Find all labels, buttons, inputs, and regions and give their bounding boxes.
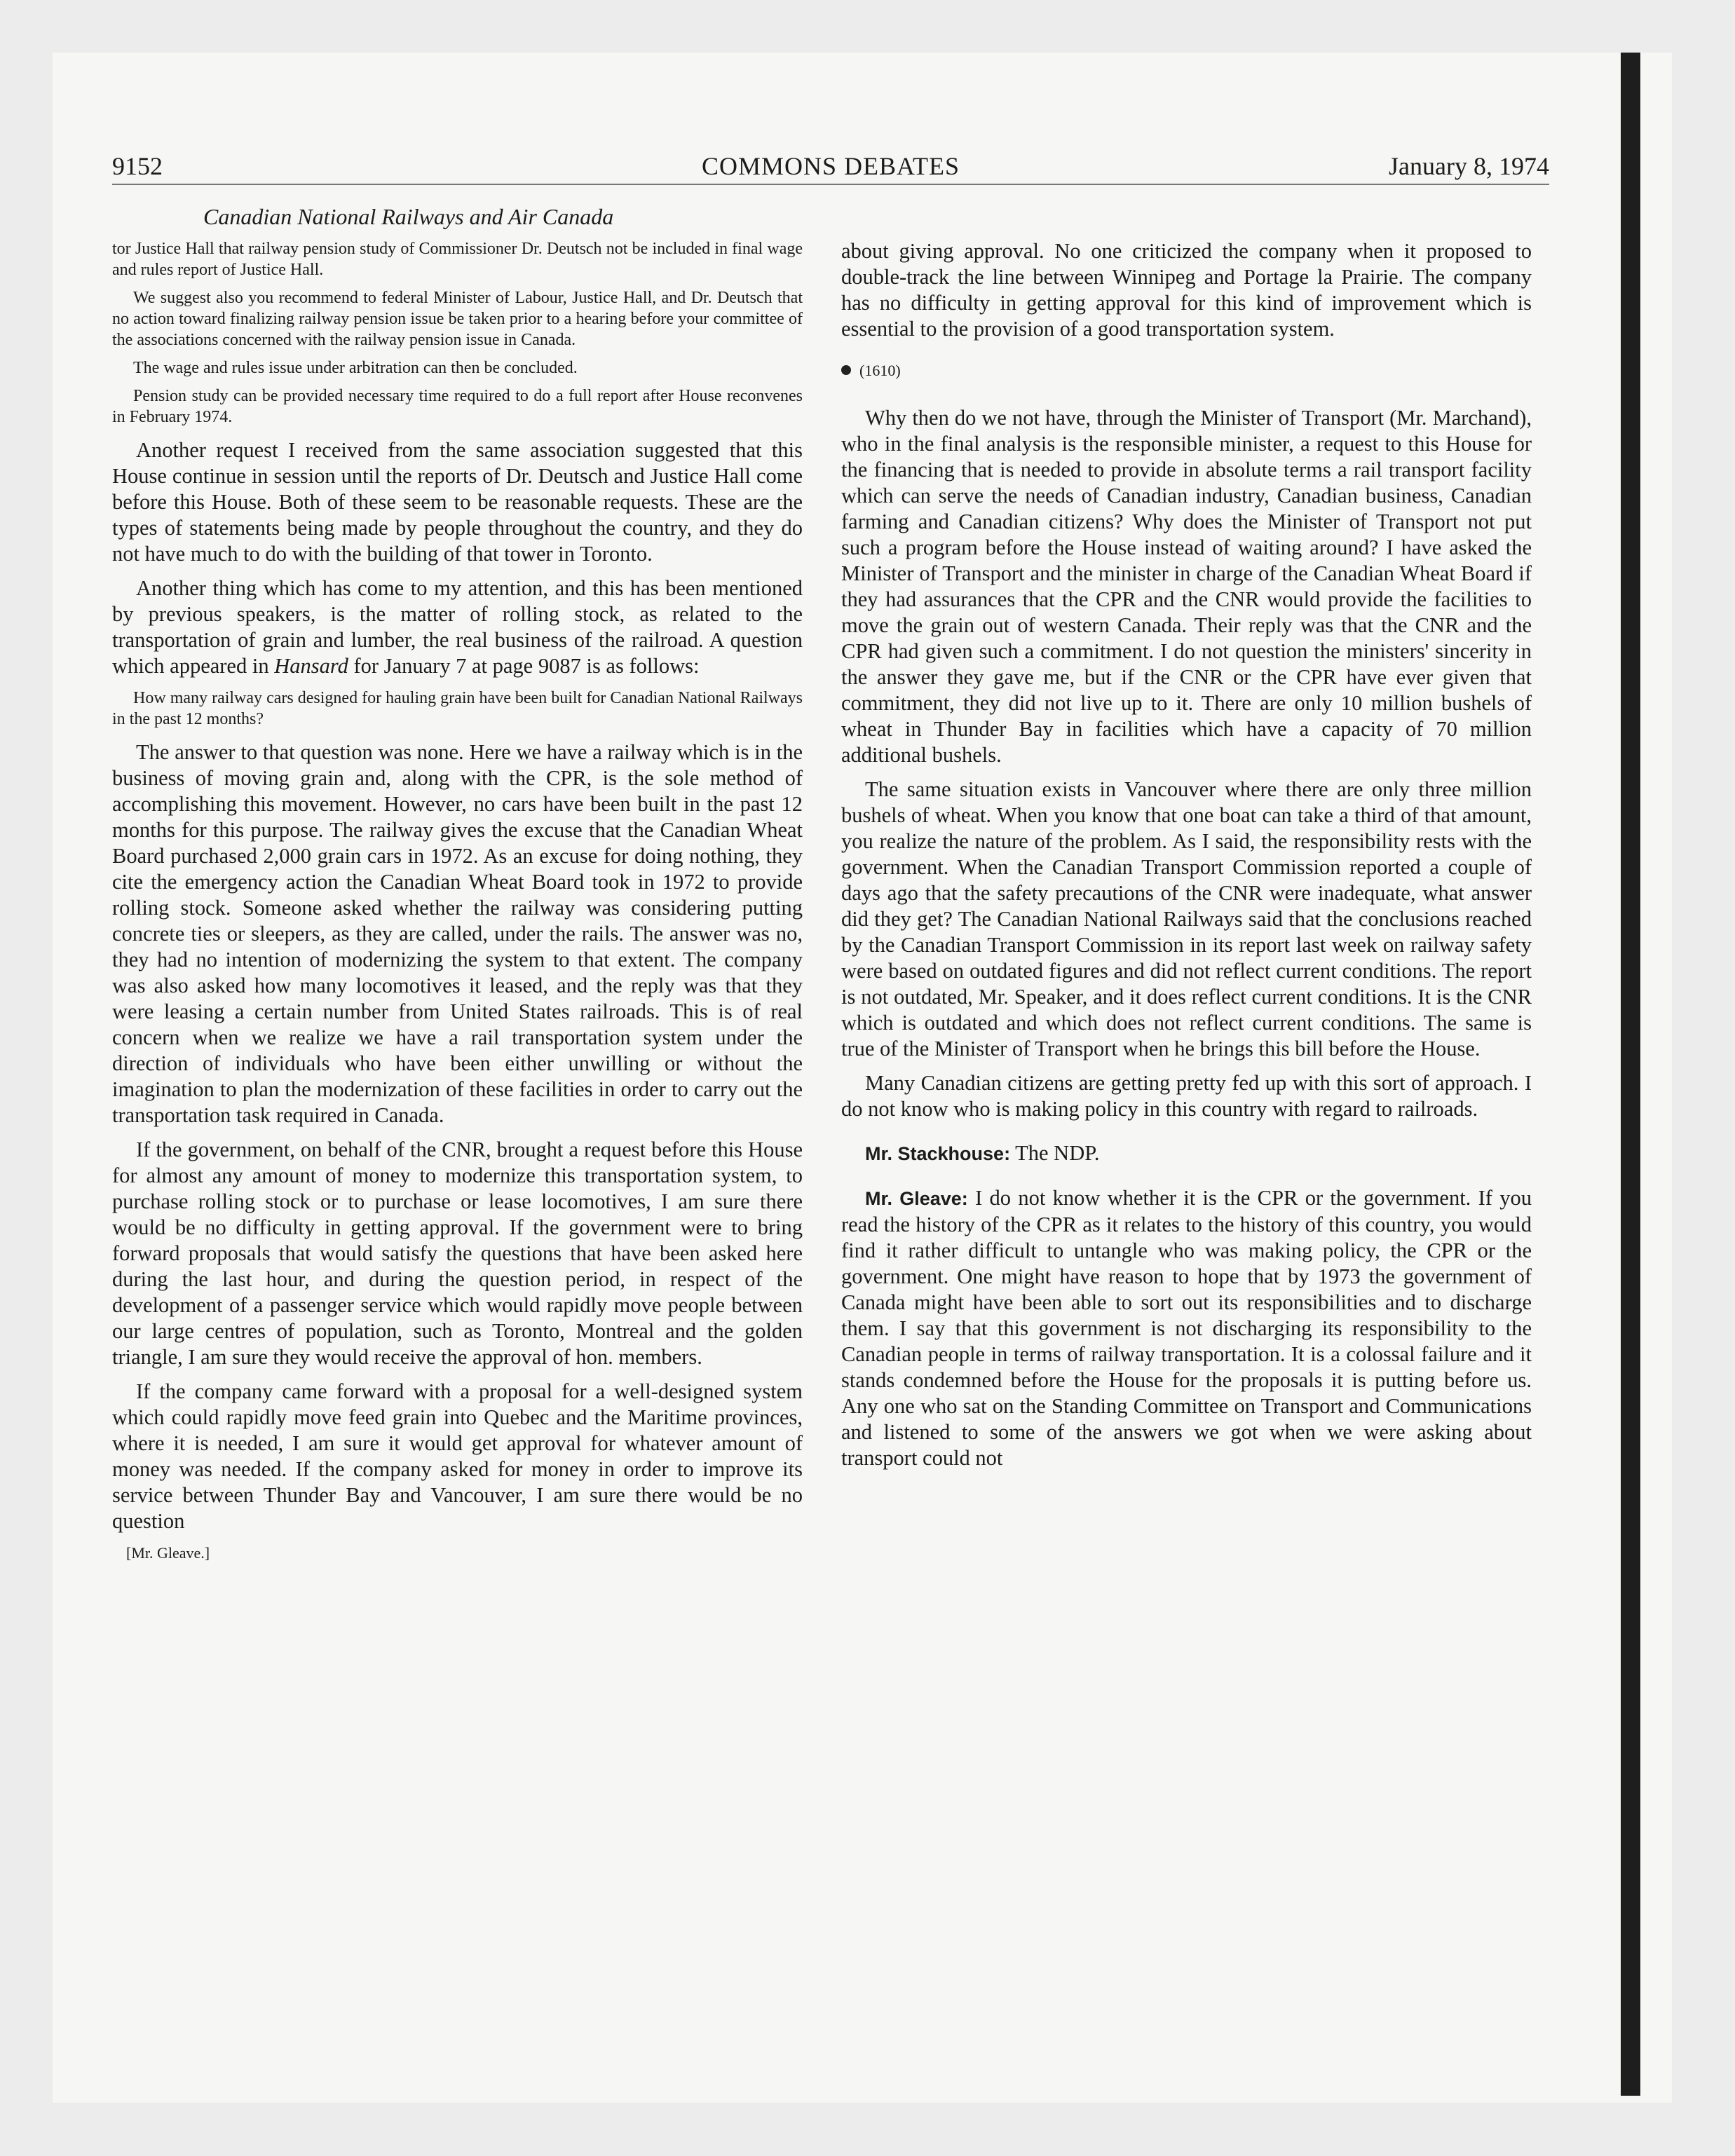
quote-paragraph: The wage and rules issue under arbitration can then be concluded. [133,359,578,377]
scan-edge-bar [1621,53,1640,2096]
body-paragraph: Another request I received from the same association suggested that this House continue in session until the reports of Dr. Deutsch and Justice Hall come before this House. Both of these seem to be reasonable requests. These are the types of statements being made by people throughout the country, and they do not have much to do with the building of that tower in Toronto. [112,438,803,566]
page-header [112,149,1549,184]
speech-paragraph [841,1185,1532,1471]
speech-text: I do not know whether it is the CPR or the government. If you read the history of the CPR as it relates to the history of this country, you would find it rather difficult to untangle who was making policy, the CPR or the government. One might have reason to hope that by 1973 the government of Canada might have been able to sort out its responsibilities and to discharge them. I say that this government is not discharging its responsibility to the Canadian people in terms of railway transportation. It is a colossal failure and it stands condemned before the House for the proposals it is putting before us. Any one who sat on the Standing Committee on Transport and Communications and listened to some of the answers we got when we were asking about transport could not [841,1186,1532,1470]
body-paragraph: If the government, on behalf of the CNR, brought a request before this House for almost any amount of money to modernize this transportation system, to purchase rolling stock or to purchase or lease locomotives, I am sure there would be no difficulty in getting approval. If the government were to bring forward proposals that would satisfy the questions that have been asked here during the last hour, and during the question period, in respect of the development of a passenger service which would rapidly move people between our large centres of population, such as Toronto, Montreal and the golden triangle, I am sure they would receive the approval of hon. members. [112,1138,803,1369]
body-paragraph: Why then do we not have, through the Minister of Transport (Mr. Marchand), who in the final analysis is the responsible minister, a request to this House for the financing that is needed to provide in absolute terms a rail transport facility which can serve the needs of Canadian industry, Canadian business, Canadian farming and Canadian citizens? Why does the Minister of Transport not put such a program before the House instead of waiting around? I have asked the Minister of Transport and the minister in charge of the Canadian Wheat Board if they had assurances that the CPR and the CNR would provide the facilities to move the grain out of western Canada. Their reply was that the CNR and the CPR had given such a commitment. I do not question the ministers' sincerity in the answer they gave me, but if the CNR or the CPR have ever given that commitment, they did not live up to it. There are only 10 million bushels of wheat in Thunder Bay in facilities which have a capacity of 70 million additional bushels. [841,406,1532,767]
speaker-name: Mr. Stackhouse: [865,1143,1011,1164]
quote-paragraph: tor Justice Hall that railway pension study of Commissioner Dr. Deutsch not be included in final wage and rules report of Justice Hall. [112,240,803,279]
speaker-footnote: [Mr. Gleave.] [126,1544,210,1562]
right-body-text-continued [841,405,1532,1471]
publication-title: COMMONS DEBATES [701,152,960,180]
left-column [112,202,803,1564]
question-quote [112,688,803,730]
hansard-text-before: Another thing which has come to my attention, and this has been mentioned by previous speakers, is the matter of rolling stock, as related to the transportation of grain and lumber, the real business of the railroad. A question which appeared in [112,576,803,678]
right-body-text [841,238,1532,342]
question-quote-text: How many railway cars designed for hauling grain have been built for Canadian National Railways in the past 12 months? [112,689,803,728]
body-paragraph: If the company came forward with a proposal for a well-designed system which could rapidly move feed grain into Quebec and the Maritime provinces, where it is needed, I am sure it would get approval for whatever amount of money was needed. If the company asked for money in order to improve its service between Thunder Bay and Vancouver, I am sure there would be no question [112,1379,803,1533]
telegram-quote-block [112,238,803,428]
left-body-text-continued [112,739,803,1534]
interjection-paragraph [841,1140,1532,1167]
time-marker-text: (1610) [859,362,901,379]
bullet-icon [841,365,851,375]
quote-paragraph: We suggest also you recommend to federal Minister of Labour, Justice Hall, and Dr. Deutsch that no action toward finalizing railway pension issue be taken prior to a hearing before your committee of the associations concerned with the railway pension issue in Canada. [112,289,803,349]
hansard-text-after: for January 7 at page 9087 is as follows: [348,654,700,678]
quote-paragraph: Pension study can be provided necessary time required to do a full report after House reconvenes in February 1974. [112,387,803,426]
body-paragraph: Many Canadian citizens are getting pretty fed up with this sort of approach. I do not know who is making policy in this country with regard to railroads. [841,1071,1532,1121]
interjection-text: The NDP. [1010,1141,1100,1165]
body-paragraph: The same situation exists in Vancouver where there are only three million bushels of wheat. When you know that one boat can take a third of that amount, you realize the nature of the problem. As I said, the responsibility rests with the government. When the Canadian Transport Commission reported a couple of days ago that the safety precautions of the CNR were inadequate, what answer did they get? The Canadian National Railways said that the conclusions reached by the Canadian Transport Commission in its report last week on railway safety were based on outdated figures and did not reflect current conditions. The report is not outdated, Mr. Speaker, and it does reflect current conditions. It is the CNR which is outdated and which does not reflect current conditions. The same is true of the Minister of Transport when he brings this bill before the House. [841,777,1532,1060]
time-marker [841,360,1532,381]
speaker-name: Mr. Gleave: [865,1188,968,1209]
body-paragraph: The answer to that question was none. Here we have a railway which is in the business of moving grain and, along with the CPR, is the sole method of accomplishing this movement. However, no cars have been built in the past 12 months for this purpose. The railway gives the excuse that the Canadian Wheat Board purchased 2,000 grain cars in 1972. As an excuse for doing nothing, they cite the emergency action the Canadian Wheat Board took in 1972 to provide rolling stock. Someone asked whether the railway was considering putting concrete ties or sleepers, as they are called, under the rails. The answer was no, they had no intention of modernizing the system to that extent. The company was also asked how many locomotives it leased, and the reply was that they were leasing a certain number from United States railroads. This is of real concern when we realize we have a rail transportation system under the direction of individuals who have been either unwilling or without the imagination to plan the modernization of these facilities in order to carry out the transportation task required in Canada. [112,740,803,1127]
hansard-italic: Hansard [274,654,348,678]
page-number: 9152 [112,152,163,180]
continuation-paragraph: about giving approval. No one criticized the company when it proposed to double-track the line between Winnipeg and Portage la Prairie. The company has no difficulty in getting approval for this kind of improvement which is essential to the provision of a good transportation system. [841,239,1532,341]
publication-date: January 8, 1974 [1389,152,1549,180]
body-paragraph-hansard [112,575,803,679]
left-body-text [112,437,803,679]
header-rule [112,184,1549,185]
right-column [841,238,1532,1480]
section-subhead: Canadian National Railways and Air Canada [203,204,614,229]
